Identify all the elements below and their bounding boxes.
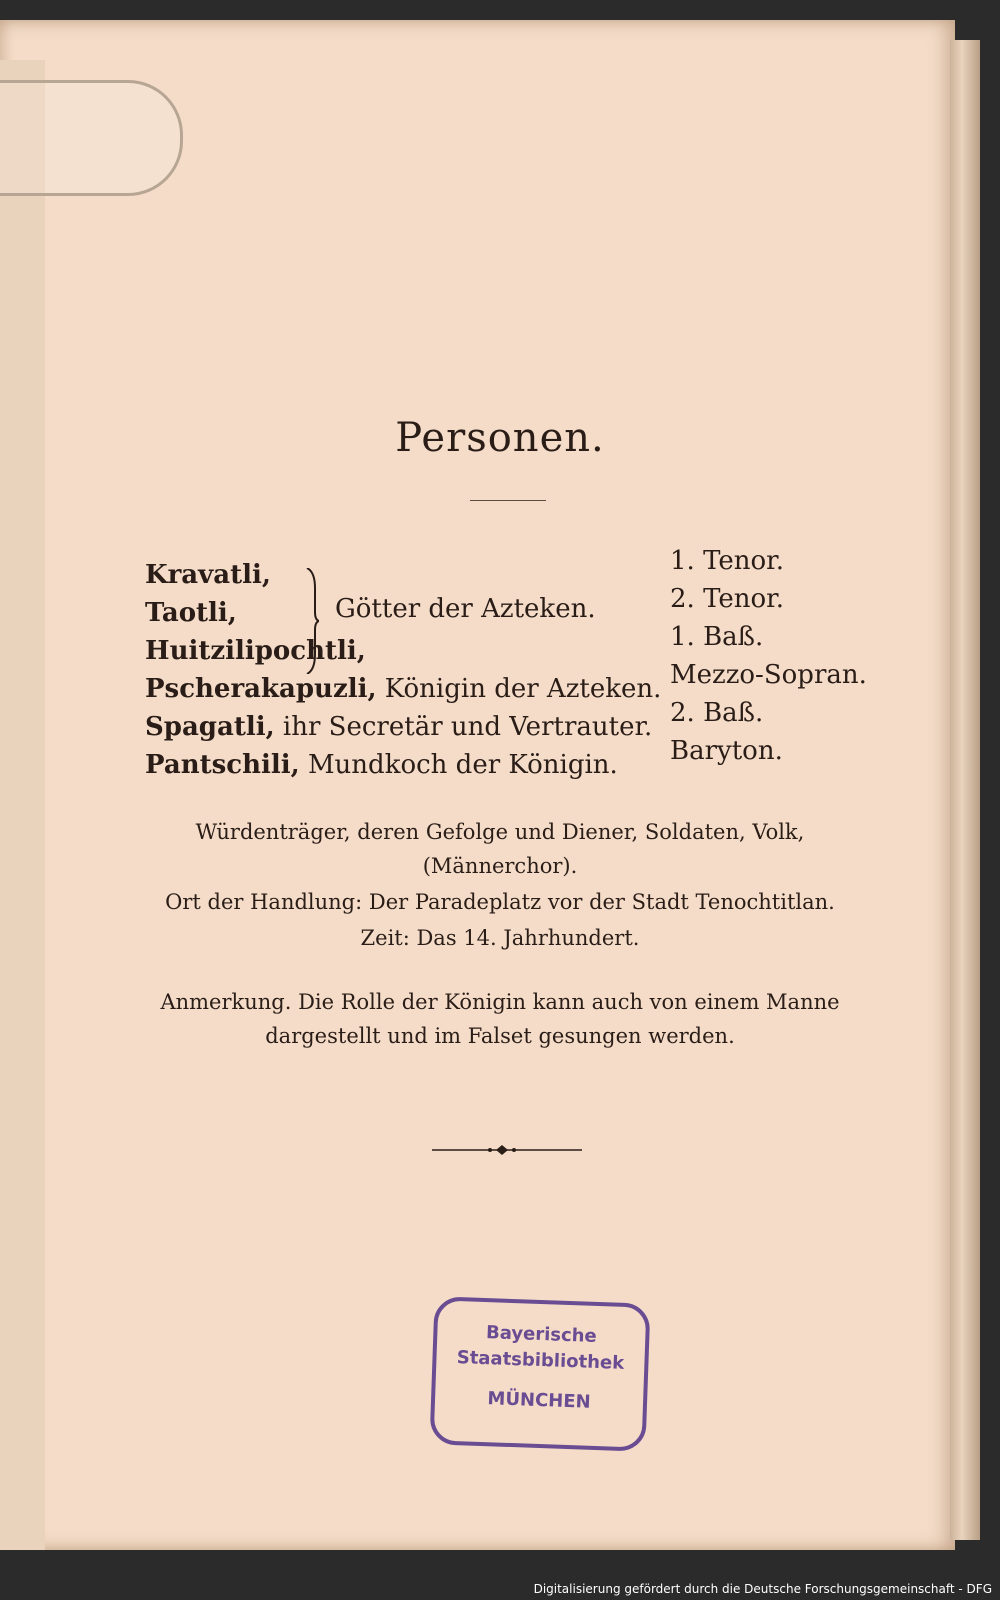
time-line: Zeit: Das 14. Jahrhundert. (360, 926, 640, 950)
stamp-line: Bayerische (485, 1322, 598, 1347)
place-line: Ort der Handlung: Der Paradeplatz vor der Stadt Tenochtitlan. (165, 890, 835, 914)
voice-type: Baryton. (670, 736, 783, 766)
stamp-line: MÜNCHEN (487, 1388, 592, 1413)
voice-type: 2. Tenor. (670, 584, 785, 614)
brace-icon (305, 568, 319, 674)
voice-type: 2. Baß. (670, 698, 764, 728)
note-line: dargestellt und im Falset gesungen werden. (265, 1024, 735, 1048)
stamp-line: Staatsbibliothek (456, 1347, 625, 1374)
cast-row (145, 670, 661, 708)
paper-clip (0, 80, 183, 196)
cast-row (145, 708, 652, 746)
note-line: Anmerkung. Die Rolle der Königin kann auch von einem Manne (160, 990, 840, 1014)
cast-row (145, 556, 271, 594)
page-edge (950, 40, 980, 1540)
cast-row (145, 632, 366, 670)
voice-type: 1. Baß. (670, 622, 764, 652)
footer-credit: Digitalisierung gefördert durch die Deutsche Forschungsgemeinschaft - DFG (533, 1582, 992, 1596)
character-name: Pscherakapuzli, (145, 674, 377, 704)
title-rule (470, 500, 546, 501)
page-title: Personen. (395, 415, 605, 461)
voice-type: Mezzo-Sopran. (670, 660, 867, 690)
ornament-divider (432, 1140, 582, 1160)
character-role: Königin der Azteken. (384, 674, 662, 704)
character-name: Kravatli, (145, 560, 271, 590)
character-role: ihr Secretär und Vertrauter. (282, 712, 653, 742)
voice-type: 1. Tenor. (670, 546, 785, 576)
cast-row (145, 746, 618, 784)
character-name: Huitzilipochtli, (145, 636, 366, 666)
chorus-line: Würdenträger, deren Gefolge und Diener, Soldaten, Volk, (195, 820, 805, 844)
chorus-line: (Männerchor). (422, 854, 578, 878)
library-stamp (429, 1296, 650, 1451)
character-name: Pantschili, (145, 750, 300, 780)
page-left-strip (0, 60, 45, 1550)
character-name: Spagatli, (145, 712, 275, 742)
cast-row (145, 594, 237, 632)
character-role: Mundkoch der Königin. (307, 750, 618, 780)
group-label: Götter der Azteken. (335, 594, 596, 624)
character-name: Taotli, (145, 598, 237, 628)
